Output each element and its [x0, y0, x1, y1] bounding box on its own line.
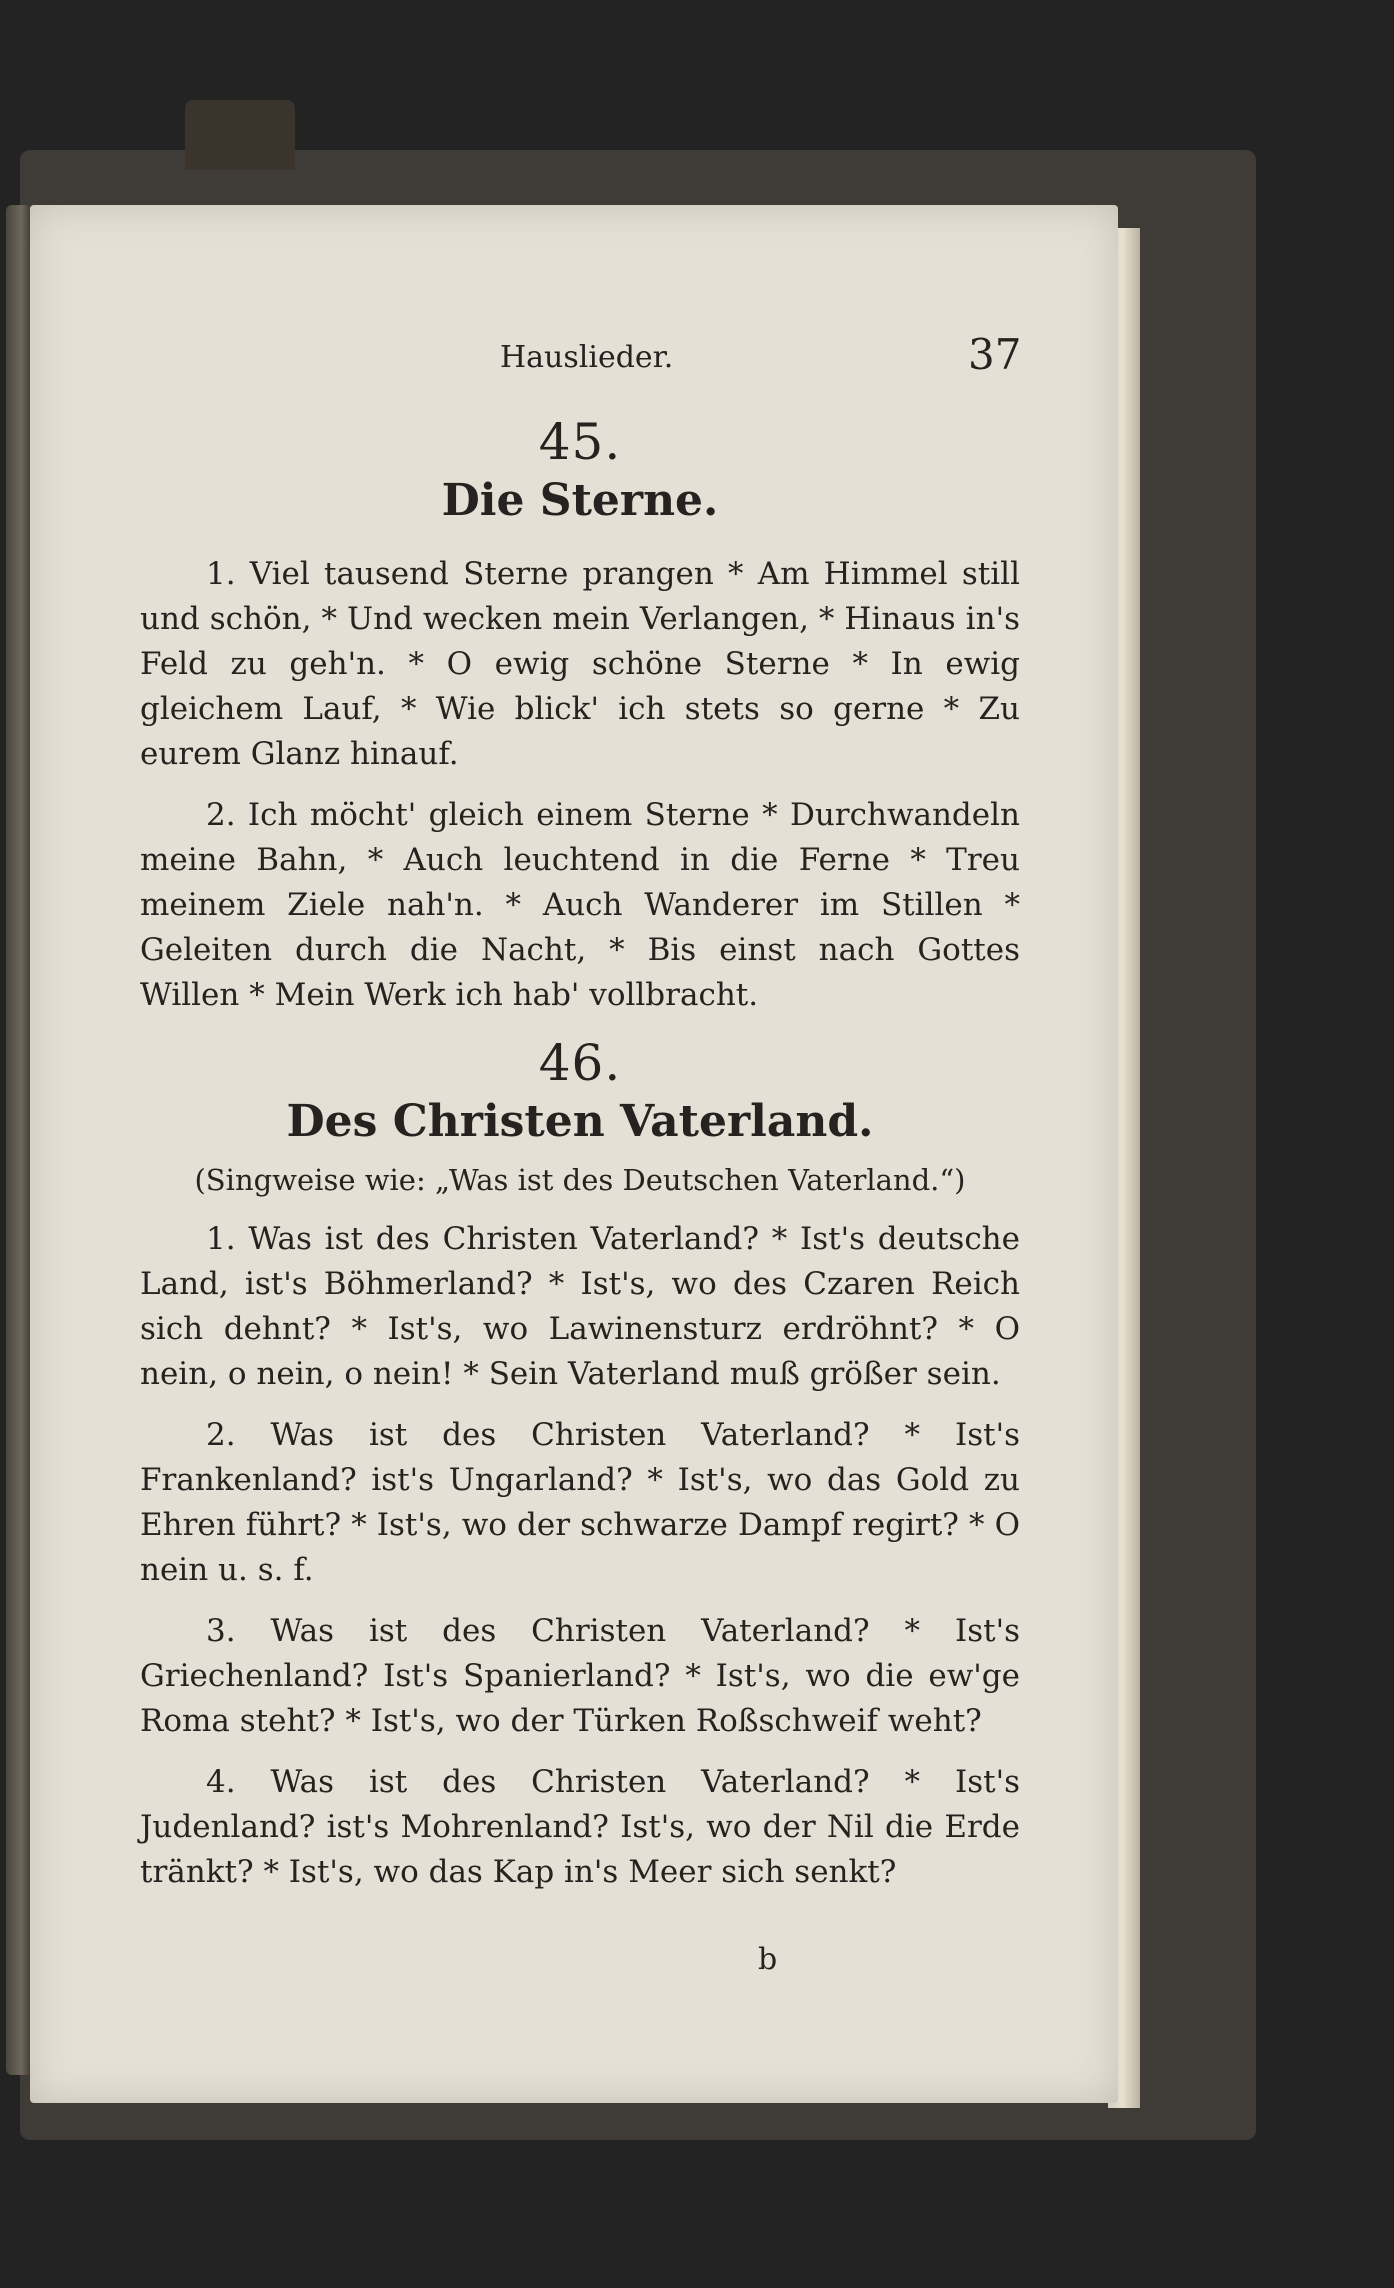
page-header — [0, 330, 1394, 390]
song-title: Die Sterne. — [441, 475, 719, 526]
signature-mark: b — [758, 1942, 778, 1977]
running-head: Hauslieder. — [500, 340, 674, 375]
verse: 2. Was ist des Christen Vaterland? * Ist's Frankenland? ist's Ungarland? * Ist's, wo das Gold zu Ehren führt? * Ist's, wo der schwarze Dampf regirt? * O nein u. s. f. — [140, 1417, 1020, 1588]
song-number: 45. — [538, 413, 622, 471]
verse: 2. Ich möcht' gleich einem Sterne * Durchwandeln meine Bahn, * Auch leuchtend in die Ferne * Treu meinem Ziele nah'n. * Auch Wanderer im Stillen * Geleiten durch die Nacht, * Bis einst nach Gottes Willen * Mein Werk ich hab' vollbracht. — [140, 797, 1020, 1013]
spine-tab — [185, 100, 295, 170]
song-title: Des Christen Vaterland. — [286, 1096, 874, 1147]
verse: 1. Viel tausend Sterne prangen * Am Himmel still und schön, * Und wecken mein Verlangen, * Hinaus in's Feld zu geh'n. * O ewig schöne Sterne * In ewig gleichem Lauf, * Wie blick' ich stets so gerne * Zu eurem Glanz hinauf. — [140, 556, 1020, 772]
song-tune-note: (Singweise wie: „Was ist des Deutschen Vaterland.“) — [194, 1163, 966, 1197]
song-number: 46. — [538, 1034, 622, 1092]
verse: 4. Was ist des Christen Vaterland? * Ist's Judenland? ist's Mohrenland? Ist's, wo der Nil die Erde tränkt? * Ist's, wo das Kap in's Meer sich senkt? — [140, 1764, 1020, 1890]
book-spine-edge — [6, 205, 32, 2075]
page-number: 37 — [968, 330, 1022, 379]
page-content — [140, 405, 1020, 1911]
verse: 1. Was ist des Christen Vaterland? * Ist's deutsche Land, ist's Böhmerland? * Ist's, wo des Czaren Reich sich dehnt? * Ist's, wo Lawinensturz erdröhnt? * O nein, o nein, o nein! * Sein Vaterland muß größer sein. — [140, 1221, 1020, 1392]
verse: 3. Was ist des Christen Vaterland? * Ist's Griechenland? Ist's Spanierland? * Ist's, wo die ew'ge Roma steht? * Ist's, wo der Türken Roßschweif weht? — [140, 1613, 1020, 1739]
